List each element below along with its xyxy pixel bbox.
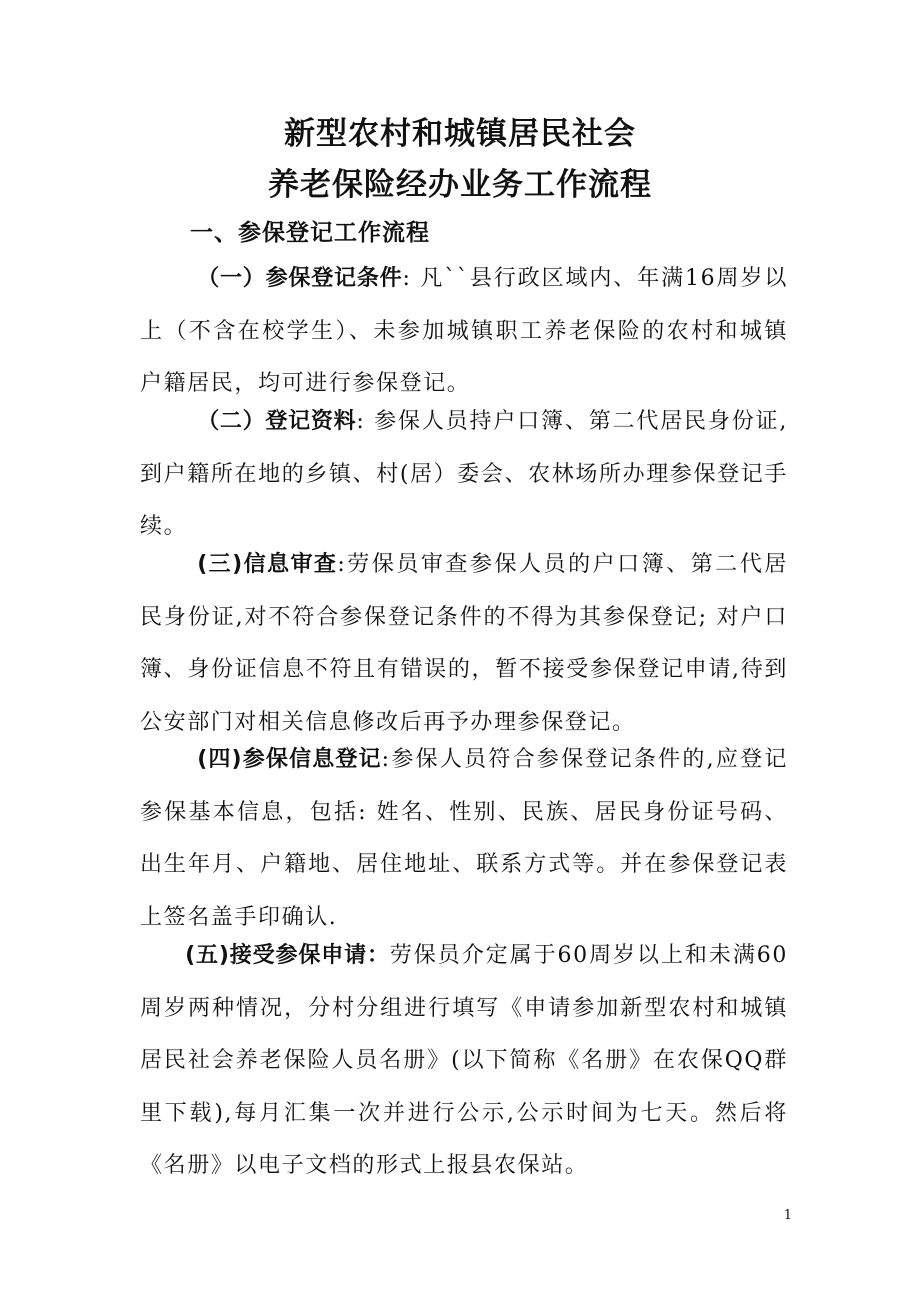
paragraph-label: (五)接受参保申请： [185,943,390,968]
paragraph-text: :参保人员符合参保登记条件的,应登记参保基本信息，包括: 姓名、性别、民族、居民身份证号码、出生年月、户籍地、居住地址、联系方式等。并在参保登记表上签名盖手印确认. [140,747,788,930]
paragraph-information-registration [140,734,788,944]
paragraph-accept-application [140,930,788,1193]
paragraph-registration-conditions [140,253,788,411]
section-heading: 一、参保登记工作流程 [190,220,430,246]
paragraph-information-review [140,539,788,749]
page-number: 1 [783,1208,792,1223]
document-title-line1: 新型农村和城镇居民社会 [284,116,636,152]
paragraph-text: :劳保员审查参保人员的户口簿、第二代居民身份证,对不符合参保登记条件的不得为其参保登记; 对户口簿、身份证信息不符且有错误的，暂不接受参保登记申请,待到公安部门对相关信息修改后再予办理参保登记。 [140,552,788,735]
document-title-line2: 养老保险经办业务工作流程 [268,167,652,203]
paragraph-text: : 参保人员持户口簿、第二代居民身份证,到户籍所在地的乡镇、村(居）委会、农林场所办理参保登记手续。 [140,409,788,539]
paragraph-registration-materials [140,396,788,554]
paragraph-text: : 凡``县行政区域内、年满16周岁以上（不含在校学生）、未参加城镇职工养老保险的农村和城镇户籍居民，均可进行参保登记。 [140,266,788,396]
paragraph-label: (四)参保信息登记 [197,747,382,772]
paragraph-label: (三)信息审查 [197,552,338,577]
paragraph-label: （一）参保登记条件 [197,266,403,291]
paragraph-label: （二）登记资料 [197,409,357,434]
paragraph-text: 劳保员介定属于60周岁以上和未满60周岁两种情况，分村分组进行填写《申请参加新型农村和城镇居民社会养老保险人员名册》(以下简称《名册》在农保QQ群里下载),每月汇集一次并进行公示,公示时间为七天。然后将《名册》以电子文档的形式上报县农保站。 [140,943,788,1178]
